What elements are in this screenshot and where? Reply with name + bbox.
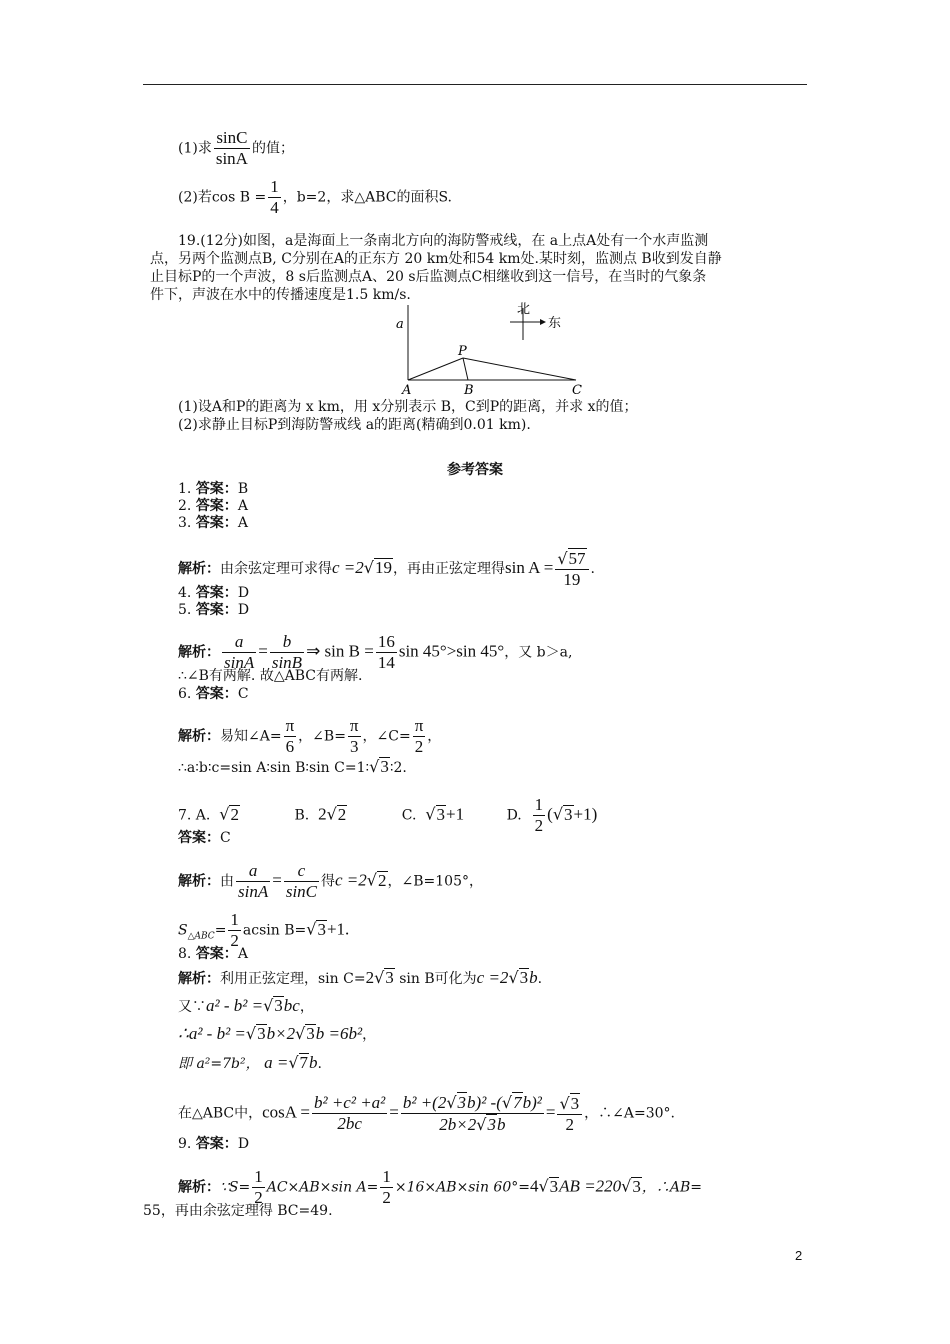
answer-5: 5. 答案：D <box>178 602 250 618</box>
explain-8e: 在△ABC中，cosA = $\frac{\text{b² +c² +a²}}{2bc}$ = $\frac{\text{b² +(2√3b)² -(√7b)²}}{2b\times 2√3b}$ = $\frac{√3}{2}$ ，∴∠A=30°. <box>178 1093 675 1134</box>
label-P: P <box>458 344 467 359</box>
answer-1: 1. 答案：B <box>178 481 249 497</box>
q19-line1: 19.(12分)如图，a是海面上一条南北方向的海防警戒线，在 a上点A处有一个水声监测 <box>178 233 709 249</box>
explain-3: 解析：由余弦定理可求得c =2√19，再由正弦定理得sin A = $\frac{√57}{19}$ . <box>178 549 595 589</box>
q19-figure <box>390 300 590 400</box>
label-B: B <box>464 383 474 398</box>
answer-4: 4. 答案：D <box>178 585 250 601</box>
answer-7: 答案：C <box>178 830 231 846</box>
explain-8d: 即 a²=7b²， a =√7b. <box>178 1053 322 1072</box>
explain-5: 解析： $\frac{a}{\sin A}$ = $\frac{b}{\sin B}$ ⇒ sin B = $\frac{16}{14}$ sin 45°>sin 45°，又 b＞a, <box>178 632 573 672</box>
label-east: 东 <box>548 316 562 331</box>
line-PC <box>463 358 576 380</box>
q19-part1: (1)设A和P的距离为 x km，用 x分别表示 B，C到P的距离，并求 x的值； <box>178 399 638 415</box>
explain-8c: ∴a² - b² =√3b×2√3b =6b²， <box>178 1024 377 1043</box>
line-AP <box>408 358 463 380</box>
q19-part2: (2)求静止目标P到海防警戒线 a的距离(精确到0.01 km). <box>178 417 531 433</box>
line-PB <box>463 358 468 380</box>
explain-9b: 55，再由余弦定理得 BC=49. <box>143 1203 333 1219</box>
label-A: A <box>402 383 412 398</box>
explain-8: 解析：利用正弦定理，sin C=2√3 sin B可化为c =2√3b. <box>178 968 543 987</box>
answer-8: 8. 答案：A <box>178 946 248 962</box>
explain-7: 解析：由 $\frac{a}{\sin A}$ = $\frac{c}{\sin C}$ 得c =2√2，∠B=105°， <box>178 861 483 901</box>
q18-part1: (1)求 $\frac{\sin C}{\sin A}$ 的值； <box>178 128 294 168</box>
answer-2: 2. 答案：A <box>178 498 248 514</box>
label-north: 北 <box>517 302 531 317</box>
q19-line3: 止目标P的一个声波，8 s后监测点A、20 s后监测点C相继收到这一信号，在当时的气象条 <box>150 269 707 285</box>
explain-6b: ∴a∶b∶c=sin A∶sin B∶sin C=1∶√3∶2. <box>178 757 407 776</box>
page-number: 2 <box>795 1248 803 1263</box>
answer-6: 6. 答案：C <box>178 686 249 702</box>
explain-6: 解析：易知∠A= $\frac{\pi}{6}$ ，∠B= $\frac{\pi}{3}$ ，∠C= $\frac{\pi}{2}$ ， <box>178 716 442 756</box>
q19-line4: 件下，声波在水中的传播速度是1.5 km/s. <box>150 287 411 303</box>
header-rule <box>143 84 807 85</box>
explain-5b: ∴∠B有两解. 故△ABC有两解. <box>178 668 363 684</box>
label-C: C <box>572 383 582 398</box>
answers-title: 参考答案 <box>447 462 503 478</box>
q7-options: 7. A. √2 B. 2√2 C. √3+1 D. $\frac{1}{2}$ (√3+1) <box>178 795 598 835</box>
answer-3: 3. 答案：A <box>178 515 248 531</box>
label-a: a <box>396 317 404 332</box>
q19-line2: 点，另两个监测点B, C分别在A的正东方 20 km处和54 km处.某时刻，监测点 B收到发自静 <box>150 251 722 267</box>
explain-7b: $S_{\triangle ABC}=$ $\frac{1}{2}$ acsin B=√3+1. <box>178 910 350 950</box>
explain-9: 解析：∵S= $\frac{1}{2}$ AC×AB×sin A= $\frac{1}{2}$ ×16×AB×sin 60°=4√3AB =220√3，∴AB= <box>178 1167 703 1207</box>
explain-8b: 又∵a² - b² =√3bc， <box>178 996 314 1015</box>
east-arrow-icon <box>540 319 546 325</box>
q18-part2: (2)若cos B = $\frac{1}{4}$ ，b=2，求△ABC的面积S. <box>178 177 452 217</box>
answer-9: 9. 答案：D <box>178 1136 250 1152</box>
